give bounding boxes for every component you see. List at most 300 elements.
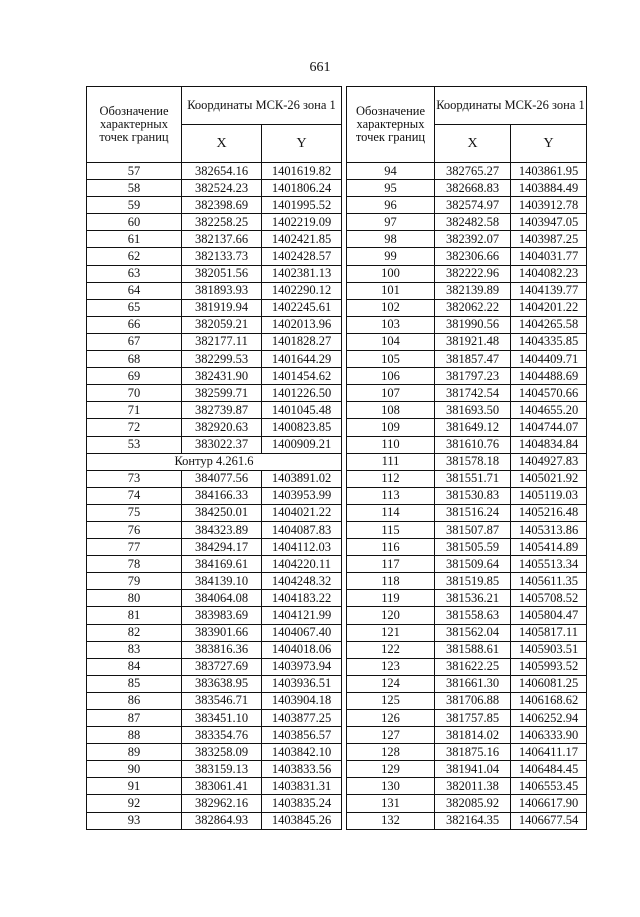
table-row xyxy=(347,590,587,607)
point-number-cell: 66 xyxy=(87,316,182,333)
point-number-cell: 68 xyxy=(87,351,182,368)
point-number-cell: 129 xyxy=(347,761,435,778)
x-coordinate-cell: 382137.66 xyxy=(182,231,262,248)
x-coordinate-cell: 382139.89 xyxy=(435,282,511,299)
section-label: Контур 4.261.6 xyxy=(87,453,342,470)
x-coordinate-cell: 382739.87 xyxy=(182,402,262,419)
page-number: 661 xyxy=(309,60,331,75)
y-coordinate-cell: 1402013.96 xyxy=(262,316,342,333)
x-coordinate-cell: 384064.08 xyxy=(182,590,262,607)
y-coordinate-cell: 1400909.21 xyxy=(262,436,342,453)
point-number-cell: 79 xyxy=(87,573,182,590)
x-coordinate-cell: 382599.71 xyxy=(182,385,262,402)
table-row xyxy=(347,470,587,487)
point-number-cell: 83 xyxy=(87,641,182,658)
y-coordinate-cell: 1401995.52 xyxy=(262,197,342,214)
table-row xyxy=(347,778,587,795)
y-coordinate-cell: 1406168.62 xyxy=(511,692,587,709)
table-row xyxy=(87,368,342,385)
point-number-cell: 124 xyxy=(347,675,435,692)
point-number-cell: 96 xyxy=(347,197,435,214)
x-coordinate-cell: 382392.07 xyxy=(435,231,511,248)
x-coordinate-cell: 382059.21 xyxy=(182,316,262,333)
table-row xyxy=(87,727,342,744)
table-row xyxy=(347,761,587,778)
table-row xyxy=(347,214,587,231)
point-number-cell: 111 xyxy=(347,453,435,470)
y-coordinate-cell: 1400823.85 xyxy=(262,419,342,436)
table-row xyxy=(347,299,587,316)
x-coordinate-cell: 384294.17 xyxy=(182,539,262,556)
x-coordinate-cell: 384323.89 xyxy=(182,521,262,538)
y-coordinate-cell: 1404018.06 xyxy=(262,641,342,658)
table-row xyxy=(347,231,587,248)
x-coordinate-cell: 382177.11 xyxy=(182,333,262,350)
y-coordinate-cell: 1406484.45 xyxy=(511,761,587,778)
point-number-cell: 67 xyxy=(87,333,182,350)
y-coordinate-cell: 1403953.99 xyxy=(262,487,342,504)
y-coordinate-cell: 1404021.22 xyxy=(262,504,342,521)
point-number-cell: 126 xyxy=(347,710,435,727)
y-coordinate-cell: 1406411.17 xyxy=(511,744,587,761)
y-coordinate-cell: 1406617.90 xyxy=(511,795,587,812)
y-coordinate-cell: 1404183.22 xyxy=(262,590,342,607)
point-number-cell: 121 xyxy=(347,624,435,641)
x-coordinate-cell: 381505.59 xyxy=(435,539,511,556)
y-coordinate-cell: 1401619.82 xyxy=(262,163,342,180)
header-point-designation: Обозначение характерных точек границ xyxy=(87,87,182,163)
point-number-cell: 89 xyxy=(87,744,182,761)
x-coordinate-cell: 382920.63 xyxy=(182,419,262,436)
y-coordinate-cell: 1403842.10 xyxy=(262,744,342,761)
table-row xyxy=(87,419,342,436)
y-coordinate-cell: 1405708.52 xyxy=(511,590,587,607)
x-coordinate-cell: 381562.04 xyxy=(435,624,511,641)
y-coordinate-cell: 1403833.56 xyxy=(262,761,342,778)
table-row xyxy=(87,675,342,692)
x-coordinate-cell: 382668.83 xyxy=(435,180,511,197)
x-coordinate-cell: 381536.21 xyxy=(435,590,511,607)
x-coordinate-cell: 382765.27 xyxy=(435,163,511,180)
x-coordinate-cell: 382482.58 xyxy=(435,214,511,231)
x-coordinate-cell: 381757.85 xyxy=(435,710,511,727)
point-number-cell: 75 xyxy=(87,504,182,521)
point-number-cell: 101 xyxy=(347,282,435,299)
point-number-cell: 123 xyxy=(347,658,435,675)
y-coordinate-cell: 1405216.48 xyxy=(511,504,587,521)
x-coordinate-cell: 382164.35 xyxy=(435,812,511,829)
y-coordinate-cell: 1403877.25 xyxy=(262,710,342,727)
point-number-cell: 104 xyxy=(347,333,435,350)
table-row xyxy=(87,521,342,538)
y-coordinate-cell: 1404067.40 xyxy=(262,624,342,641)
point-number-cell: 60 xyxy=(87,214,182,231)
table-row xyxy=(87,316,342,333)
x-coordinate-cell: 382431.90 xyxy=(182,368,262,385)
x-coordinate-cell: 382062.22 xyxy=(435,299,511,316)
y-coordinate-cell: 1402421.85 xyxy=(262,231,342,248)
point-number-cell: 87 xyxy=(87,710,182,727)
x-coordinate-cell: 384250.01 xyxy=(182,504,262,521)
x-coordinate-cell: 383451.10 xyxy=(182,710,262,727)
point-number-cell: 131 xyxy=(347,795,435,812)
x-coordinate-cell: 381693.50 xyxy=(435,402,511,419)
y-coordinate-cell: 1403912.78 xyxy=(511,197,587,214)
table-row xyxy=(87,333,342,350)
table-row xyxy=(87,299,342,316)
point-number-cell: 119 xyxy=(347,590,435,607)
point-number-cell: 74 xyxy=(87,487,182,504)
y-coordinate-cell: 1404220.11 xyxy=(262,556,342,573)
y-coordinate-cell: 1401644.29 xyxy=(262,351,342,368)
y-coordinate-cell: 1404834.84 xyxy=(511,436,587,453)
table-row xyxy=(87,607,342,624)
point-number-cell: 113 xyxy=(347,487,435,504)
point-number-cell: 105 xyxy=(347,351,435,368)
x-coordinate-cell: 381857.47 xyxy=(435,351,511,368)
point-number-cell: 77 xyxy=(87,539,182,556)
table-row xyxy=(87,795,342,812)
point-number-cell: 84 xyxy=(87,658,182,675)
table-row xyxy=(347,692,587,709)
y-coordinate-cell: 1402290.12 xyxy=(262,282,342,299)
y-coordinate-cell: 1404744.07 xyxy=(511,419,587,436)
point-number-cell: 86 xyxy=(87,692,182,709)
y-coordinate-cell: 1403884.49 xyxy=(511,180,587,197)
y-coordinate-cell: 1404031.77 xyxy=(511,248,587,265)
header-x: X xyxy=(182,125,262,163)
table-row xyxy=(347,556,587,573)
table-row xyxy=(87,539,342,556)
header-coordinates: Координаты МСК-26 зона 1 xyxy=(182,87,342,125)
point-number-cell: 117 xyxy=(347,556,435,573)
table-row xyxy=(347,624,587,641)
y-coordinate-cell: 1404927.83 xyxy=(511,453,587,470)
point-number-cell: 76 xyxy=(87,521,182,538)
point-number-cell: 62 xyxy=(87,248,182,265)
y-coordinate-cell: 1405313.86 xyxy=(511,521,587,538)
table-row xyxy=(347,812,587,829)
point-number-cell: 95 xyxy=(347,180,435,197)
x-coordinate-cell: 383061.41 xyxy=(182,778,262,795)
table-row xyxy=(87,504,342,521)
table-row xyxy=(347,607,587,624)
point-number-cell: 91 xyxy=(87,778,182,795)
y-coordinate-cell: 1403904.18 xyxy=(262,692,342,709)
table-row xyxy=(347,436,587,453)
point-number-cell: 72 xyxy=(87,419,182,436)
x-coordinate-cell: 381941.04 xyxy=(435,761,511,778)
y-coordinate-cell: 1404112.03 xyxy=(262,539,342,556)
coordinates-table-left xyxy=(86,86,342,830)
point-number-cell: 110 xyxy=(347,436,435,453)
point-number-cell: 97 xyxy=(347,214,435,231)
x-coordinate-cell: 381742.54 xyxy=(435,385,511,402)
x-coordinate-cell: 383354.76 xyxy=(182,727,262,744)
x-coordinate-cell: 382299.53 xyxy=(182,351,262,368)
table-row xyxy=(87,214,342,231)
y-coordinate-cell: 1404121.99 xyxy=(262,607,342,624)
header-coordinates: Координаты МСК-26 зона 1 xyxy=(435,87,587,125)
y-coordinate-cell: 1404488.69 xyxy=(511,368,587,385)
table-row xyxy=(87,180,342,197)
table-row xyxy=(347,316,587,333)
table-row xyxy=(347,351,587,368)
x-coordinate-cell: 382011.38 xyxy=(435,778,511,795)
point-number-cell: 65 xyxy=(87,299,182,316)
table-row xyxy=(87,470,342,487)
x-coordinate-cell: 381509.64 xyxy=(435,556,511,573)
point-number-cell: 82 xyxy=(87,624,182,641)
x-coordinate-cell: 384169.61 xyxy=(182,556,262,573)
y-coordinate-cell: 1406333.90 xyxy=(511,727,587,744)
point-number-cell: 85 xyxy=(87,675,182,692)
table-row xyxy=(347,504,587,521)
table-row xyxy=(87,487,342,504)
x-coordinate-cell: 382574.97 xyxy=(435,197,511,214)
y-coordinate-cell: 1401806.24 xyxy=(262,180,342,197)
point-number-cell: 88 xyxy=(87,727,182,744)
y-coordinate-cell: 1404265.58 xyxy=(511,316,587,333)
x-coordinate-cell: 381530.83 xyxy=(435,487,511,504)
y-coordinate-cell: 1405611.35 xyxy=(511,573,587,590)
x-coordinate-cell: 381622.25 xyxy=(435,658,511,675)
y-coordinate-cell: 1403831.31 xyxy=(262,778,342,795)
table-row xyxy=(87,248,342,265)
y-coordinate-cell: 1404082.23 xyxy=(511,265,587,282)
point-number-cell: 120 xyxy=(347,607,435,624)
y-coordinate-cell: 1401454.62 xyxy=(262,368,342,385)
point-number-cell: 63 xyxy=(87,265,182,282)
table-row xyxy=(87,624,342,641)
point-number-cell: 58 xyxy=(87,180,182,197)
x-coordinate-cell: 382258.25 xyxy=(182,214,262,231)
x-coordinate-cell: 382306.66 xyxy=(435,248,511,265)
x-coordinate-cell: 381661.30 xyxy=(435,675,511,692)
table-row xyxy=(347,453,587,470)
section-row xyxy=(87,453,342,470)
table-row xyxy=(87,812,342,829)
table-row xyxy=(87,778,342,795)
y-coordinate-cell: 1403861.95 xyxy=(511,163,587,180)
table-row xyxy=(347,163,587,180)
point-number-cell: 107 xyxy=(347,385,435,402)
table-row xyxy=(347,419,587,436)
x-coordinate-cell: 383901.66 xyxy=(182,624,262,641)
x-coordinate-cell: 381507.87 xyxy=(435,521,511,538)
point-number-cell: 103 xyxy=(347,316,435,333)
header-y: Y xyxy=(262,125,342,163)
y-coordinate-cell: 1405513.34 xyxy=(511,556,587,573)
table-row xyxy=(87,556,342,573)
x-coordinate-cell: 382864.93 xyxy=(182,812,262,829)
point-number-cell: 114 xyxy=(347,504,435,521)
point-number-cell: 130 xyxy=(347,778,435,795)
table-row xyxy=(347,180,587,197)
x-coordinate-cell: 382133.73 xyxy=(182,248,262,265)
table-row xyxy=(87,761,342,778)
point-number-cell: 99 xyxy=(347,248,435,265)
x-coordinate-cell: 383638.95 xyxy=(182,675,262,692)
table-row xyxy=(87,590,342,607)
table-row xyxy=(87,231,342,248)
x-coordinate-cell: 381519.85 xyxy=(435,573,511,590)
y-coordinate-cell: 1405414.89 xyxy=(511,539,587,556)
table-row xyxy=(347,282,587,299)
x-coordinate-cell: 382398.69 xyxy=(182,197,262,214)
table-row xyxy=(347,385,587,402)
x-coordinate-cell: 382085.92 xyxy=(435,795,511,812)
table-row xyxy=(347,521,587,538)
y-coordinate-cell: 1405119.03 xyxy=(511,487,587,504)
point-number-cell: 100 xyxy=(347,265,435,282)
point-number-cell: 109 xyxy=(347,419,435,436)
table-row xyxy=(347,368,587,385)
point-number-cell: 78 xyxy=(87,556,182,573)
y-coordinate-cell: 1404139.77 xyxy=(511,282,587,299)
point-number-cell: 53 xyxy=(87,436,182,453)
y-coordinate-cell: 1404201.22 xyxy=(511,299,587,316)
table-row xyxy=(347,573,587,590)
point-number-cell: 80 xyxy=(87,590,182,607)
table-row xyxy=(347,675,587,692)
x-coordinate-cell: 381578.18 xyxy=(435,453,511,470)
x-coordinate-cell: 384077.56 xyxy=(182,470,262,487)
x-coordinate-cell: 381558.63 xyxy=(435,607,511,624)
table-row xyxy=(347,658,587,675)
y-coordinate-cell: 1404409.71 xyxy=(511,351,587,368)
x-coordinate-cell: 381516.24 xyxy=(435,504,511,521)
y-coordinate-cell: 1401226.50 xyxy=(262,385,342,402)
x-coordinate-cell: 382524.23 xyxy=(182,180,262,197)
table-row xyxy=(87,573,342,590)
table-row xyxy=(87,163,342,180)
table-row xyxy=(87,641,342,658)
y-coordinate-cell: 1405993.52 xyxy=(511,658,587,675)
x-coordinate-cell: 384166.33 xyxy=(182,487,262,504)
y-coordinate-cell: 1405903.51 xyxy=(511,641,587,658)
point-number-cell: 81 xyxy=(87,607,182,624)
table-row xyxy=(347,197,587,214)
table-row xyxy=(347,744,587,761)
table-row xyxy=(347,795,587,812)
x-coordinate-cell: 381921.48 xyxy=(435,333,511,350)
y-coordinate-cell: 1404335.85 xyxy=(511,333,587,350)
x-coordinate-cell: 381875.16 xyxy=(435,744,511,761)
table-row xyxy=(347,487,587,504)
x-coordinate-cell: 383816.36 xyxy=(182,641,262,658)
table-row xyxy=(347,265,587,282)
x-coordinate-cell: 381893.93 xyxy=(182,282,262,299)
table-row xyxy=(87,385,342,402)
y-coordinate-cell: 1404570.66 xyxy=(511,385,587,402)
y-coordinate-cell: 1401045.48 xyxy=(262,402,342,419)
header-point-designation: Обозначение характерных точек границ xyxy=(347,87,435,163)
table-row xyxy=(87,282,342,299)
table-row xyxy=(347,333,587,350)
point-number-cell: 115 xyxy=(347,521,435,538)
x-coordinate-cell: 381588.61 xyxy=(435,641,511,658)
y-coordinate-cell: 1406081.25 xyxy=(511,675,587,692)
point-number-cell: 116 xyxy=(347,539,435,556)
y-coordinate-cell: 1403856.57 xyxy=(262,727,342,744)
table-row xyxy=(87,265,342,282)
x-coordinate-cell: 381814.02 xyxy=(435,727,511,744)
y-coordinate-cell: 1404248.32 xyxy=(262,573,342,590)
point-number-cell: 118 xyxy=(347,573,435,590)
coordinates-table-right xyxy=(346,86,587,830)
table-row xyxy=(87,710,342,727)
point-number-cell: 102 xyxy=(347,299,435,316)
table-row xyxy=(347,641,587,658)
point-number-cell: 57 xyxy=(87,163,182,180)
point-number-cell: 127 xyxy=(347,727,435,744)
x-coordinate-cell: 381919.94 xyxy=(182,299,262,316)
table-row xyxy=(87,351,342,368)
point-number-cell: 73 xyxy=(87,470,182,487)
point-number-cell: 128 xyxy=(347,744,435,761)
point-number-cell: 59 xyxy=(87,197,182,214)
table-row xyxy=(347,727,587,744)
x-coordinate-cell: 381551.71 xyxy=(435,470,511,487)
point-number-cell: 71 xyxy=(87,402,182,419)
x-coordinate-cell: 381649.12 xyxy=(435,419,511,436)
point-number-cell: 93 xyxy=(87,812,182,829)
table-row xyxy=(87,692,342,709)
y-coordinate-cell: 1406677.54 xyxy=(511,812,587,829)
y-coordinate-cell: 1406252.94 xyxy=(511,710,587,727)
table-row xyxy=(87,744,342,761)
x-coordinate-cell: 382222.96 xyxy=(435,265,511,282)
point-number-cell: 69 xyxy=(87,368,182,385)
x-coordinate-cell: 382051.56 xyxy=(182,265,262,282)
y-coordinate-cell: 1403835.24 xyxy=(262,795,342,812)
table-row xyxy=(87,402,342,419)
x-coordinate-cell: 381610.76 xyxy=(435,436,511,453)
table-row xyxy=(87,197,342,214)
point-number-cell: 112 xyxy=(347,470,435,487)
point-number-cell: 122 xyxy=(347,641,435,658)
table-row xyxy=(87,658,342,675)
x-coordinate-cell: 384139.10 xyxy=(182,573,262,590)
y-coordinate-cell: 1404655.20 xyxy=(511,402,587,419)
table-row xyxy=(347,248,587,265)
x-coordinate-cell: 382654.16 xyxy=(182,163,262,180)
table-row xyxy=(347,539,587,556)
y-coordinate-cell: 1403947.05 xyxy=(511,214,587,231)
header-y: Y xyxy=(511,125,587,163)
y-coordinate-cell: 1406553.45 xyxy=(511,778,587,795)
x-coordinate-cell: 381797.23 xyxy=(435,368,511,385)
y-coordinate-cell: 1402381.13 xyxy=(262,265,342,282)
point-number-cell: 64 xyxy=(87,282,182,299)
y-coordinate-cell: 1405817.11 xyxy=(511,624,587,641)
x-coordinate-cell: 381990.56 xyxy=(435,316,511,333)
y-coordinate-cell: 1403987.25 xyxy=(511,231,587,248)
point-number-cell: 98 xyxy=(347,231,435,248)
x-coordinate-cell: 383022.37 xyxy=(182,436,262,453)
x-coordinate-cell: 381706.88 xyxy=(435,692,511,709)
y-coordinate-cell: 1403891.02 xyxy=(262,470,342,487)
y-coordinate-cell: 1403973.94 xyxy=(262,658,342,675)
point-number-cell: 108 xyxy=(347,402,435,419)
x-coordinate-cell: 383727.69 xyxy=(182,658,262,675)
table-row xyxy=(347,402,587,419)
x-coordinate-cell: 382962.16 xyxy=(182,795,262,812)
header-x: X xyxy=(435,125,511,163)
y-coordinate-cell: 1402219.09 xyxy=(262,214,342,231)
table-row xyxy=(87,436,342,453)
